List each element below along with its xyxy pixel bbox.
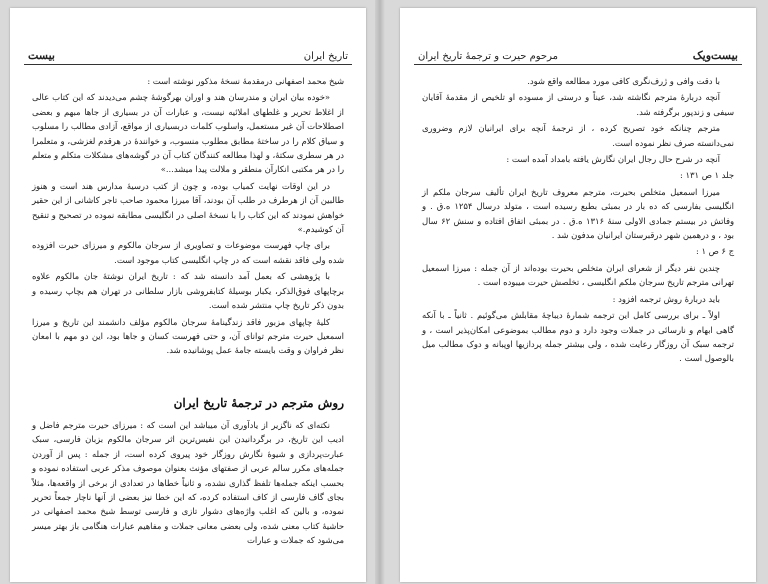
paragraph: اولاً ـ برای بررسی کامل این ترجمه شمارهٔ دیباچهٔ مقابلش می‌گوئیم . ثانیاً ـ با آنکه گاهی ابهام و نارسائی در جملات وجود دارد و دوم مطالب بموضوعی امکان‌پذیر است ، و ترجمه سبک آن روزگار رعایت شده ، ولی بیشتر جمله پردازیها اوپبانه و دوک مطالب میل بالوصول است . [422, 310, 734, 364]
book-gutter [375, 0, 385, 584]
paragraph: در این اوقات نهایت کمیاب بوده، و چون از کتب درسیهٔ مدارس هند است و هنوز طالبین آن از هرطرف در طلب آن بودند، آقا میرزا محمود صاحب تاجر کاشانی از این حقیر خواهش نمودند که این کتاب را با نسخهٔ اصلی در انگلیسی مطابقه نموده در تصحیح و تنقیح آن کوشیدم.» [32, 180, 344, 235]
running-head-title: تاریخ ایران [303, 51, 348, 62]
paragraph: چندین نفر دیگر از شعرای ایران متخلص بحیرت بوده‌اند از آن جمله : میرزا اسمعیل تهرانی مترجم تاریخ سرجان ملکم انگلیسی ، تخلصش حیرت میبوده است . [422, 262, 734, 288]
paragraph: با پژوهشی که بعمل آمد دانسته شد که : تاریخ ایران نوشتهٔ جان مالکوم علاوه برچاپهای فوق‌الذکر، یکبار بوسیلهٔ کتابفروشی بازار سلطانی در تهران هم بچاپ رسیده و بدون ذکر تاریخ چاپ منتشر شده است. [32, 271, 344, 311]
paragraph: شیخ محمد اصفهانی درمقدمهٔ نسخهٔ مذکور نوشته است : [147, 76, 344, 86]
page-number: بیست‌ویک [692, 49, 738, 62]
page-number: بیست [28, 49, 55, 62]
left-body-bottom [32, 418, 344, 550]
left-running-head [28, 42, 348, 62]
paragraph: آنچه در شرح حال رجال ایران نگارش یافته بامداد آمده است : [506, 154, 720, 165]
citation: ج ۶ ص ۱ : [695, 246, 734, 257]
running-head-title: مرحوم حیرت و ترجمهٔ تاریخ ایران [418, 51, 558, 62]
paragraph: مترجم چنانکه خود تصریح کرده ، از ترجمهٔ آنچه برای ایرانیان لازم وضروری نمی‌دانسته صرف نظر نموده است. [422, 123, 734, 148]
right-running-head [418, 42, 738, 62]
paragraph: نکته‌ای که ناگزیر از یادآوری آن میباشد این است که : میرزای حیرت مترجم فاضل و ادیب این تاریخ، در برگردانیدن این نفیس‌ترین اثر سرجان مالکوم بزبان فارسی، سبک عبارت‌پردازی و شیوهٔ نگارش روزگار خود پیروی کرده است، از جمله : پس از آوردن جمله‌های مکرر سالم عربی از صفتهای مؤنث بعنوان موصوف مذکر عربی استفاده نموده و بحسب اینکه جمله‌ها تلفظ گذاری نشده، و ثانیاً خطاها در تعدادی از برخی از واقعه‌ها، مثلاً بجای گاف فارسی از کاف استفاده کرده، که این خطا نیز بعضی از آنها ناچار جمعاً تحریر نموده، و بالین که اغلب واژه‌های دشوار تازی و فارسی توسط شیخ محمد اصفهانی در حاشیهٔ کتاب معنی شده، ولی بعضی معانی جملات و مفاهیم عبارات هنگامی باز بهتر میسر می‌شود که جملات و عبارات [32, 420, 344, 546]
left-page [10, 8, 366, 582]
paragraph: کلیهٔ چاپهای مزبور فاقد زندگینامهٔ سرجان مالکوم مؤلف دانشمند این تاریخ و میرزا اسمعیل حیرت مترجم توانای آن، و حتی فهرست کسان و جاها بود، این دو مهم با امعان نظر فراوان و وقت بایسته جامهٔ عمل پوشانیده شد. [32, 316, 344, 356]
paragraph: با دقت وافی و ژرف‌نگری کافی مورد مطالعه واقع شود. [527, 76, 720, 86]
header-rule [24, 64, 352, 65]
paragraph: آنچه دربارهٔ مترجم نگاشته شد، عیناً و درستی از مسوده او تلخیص از مقدمهٔ آقایان سیفی و زندپور برگرفته شد. [422, 92, 734, 117]
paragraph: «خوده بیان ایران و مندرسان هند و اوران بهرگوشهٔ چشم می‌دیدند که این کتاب عالی از اغلاط تحریر و غلطهای املائیه نیست، و عبارات آن در بسیاری از جاها مبهم و بعضی اصطلاحات آن غیر مستعمل، واسلوب کلمات دربسیاری از مواقع، آزادی مطالب را مسلوب و سیاق کلام را در ساختهٔ مطابق مطلوب منسوب، و خوانندهٔ در هرقدم لغزشی، و متعلمرا در هر سطری سکتهٔ، و لهذا مطالعه کنندگان کتاب آن در گوشه‌های مشکلات متکلم و متعلم را در هر مکتبی انکارآن منطقر و ملالت پیدا میشد...» [32, 92, 344, 175]
right-page [400, 8, 756, 582]
right-body [422, 74, 734, 368]
citation: جلد ۱ ص ۱۳۱ : [680, 170, 734, 181]
paragraph: برای چاپ فهرست موضوعات و تصاویری از سرجان مالکوم و میرزای حیرت افزوده شده ولی فاقد نقشه است که در چاپ انگلیسی کتاب موجود است. [32, 240, 344, 265]
paragraph: میرزا اسمعیل متخلص بحیرت، مترجم معروف تاریخ ایران تألیف سرجان ملکم از انگلیسی بفارسی که ده بار در بمبئی بطبع رسیده است ، متولد درسال ۱۲۵۴ ه.ق . و وفاتش در بیستم جمادی الاولی سنهٔ ۱۳۱۶ ه.ق . در بمبئی اتفاق افتاده و سنش ۶۲ سال بود ، و درهمین شهر درقبرستان ایرانیان مدفون شد . [422, 186, 734, 241]
paragraph: باید دربارهٔ روش ترجمه افزود : [612, 293, 720, 304]
header-rule [414, 64, 742, 65]
section-heading: روش مترجم در ترجمهٔ تاریخ ایران [173, 396, 344, 410]
left-body-top [32, 74, 344, 360]
